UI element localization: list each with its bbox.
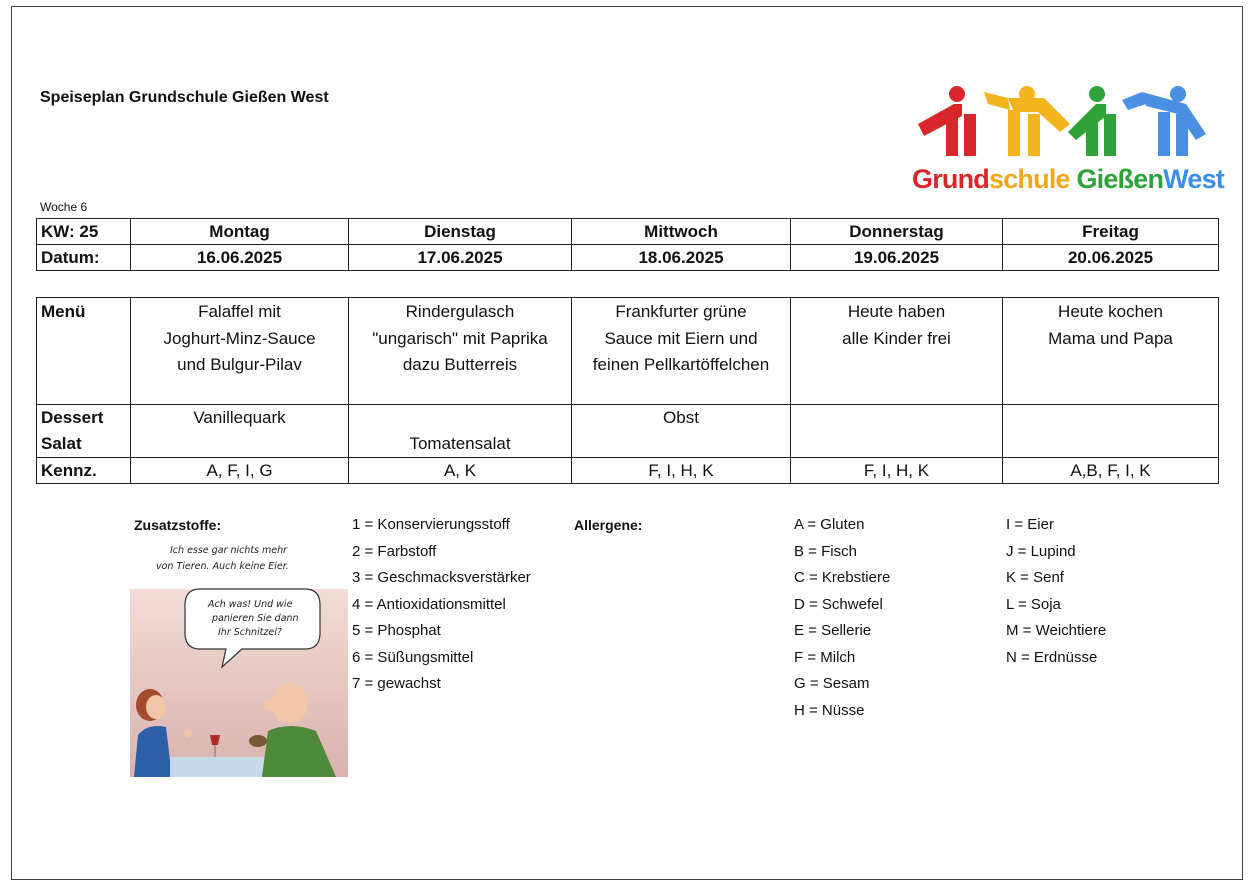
menu-line: Joghurt-Minz-Sauce: [163, 328, 316, 348]
menu-line: Falaffel mit: [198, 302, 281, 321]
salat-value: [791, 431, 1002, 457]
menu-table: [36, 297, 1219, 484]
zusatzstoffe-label: Zusatzstoffe:: [134, 517, 222, 533]
date-tuesday: 17.06.2025: [349, 245, 572, 271]
datum-label: Datum:: [37, 245, 131, 271]
salat-value: [131, 431, 348, 457]
day-tuesday: Dienstag: [349, 219, 572, 245]
logo-figure-green: [1068, 86, 1116, 156]
allergen-item: G = Sesam: [794, 675, 870, 692]
date-wednesday: 18.06.2025: [572, 245, 791, 271]
dessert-value: Vanillequark: [193, 408, 286, 427]
allergen-item: B = Fisch: [794, 542, 857, 560]
menu-line: "ungarisch" mit Paprika: [372, 328, 548, 348]
kennzeichnung-row: [37, 458, 1219, 484]
salat-value: [572, 431, 790, 457]
menu-cell-monday: [131, 298, 349, 405]
weekday-row: [37, 219, 1219, 245]
date-row: [37, 245, 1219, 271]
logo-figure-red: [918, 86, 976, 156]
menu-label: Menü: [37, 298, 131, 405]
dessert-value: [349, 405, 571, 431]
kennz-tuesday: A, K: [349, 458, 572, 484]
menu-line: Heute haben: [847, 302, 946, 321]
kennz-label: Kennz.: [37, 458, 131, 484]
allergen-item: M = Weichtiere: [1006, 622, 1107, 639]
day-wednesday: Mittwoch: [572, 219, 791, 245]
allergen-item: F = Milch: [794, 648, 856, 666]
cartoon-caption-line: Ich esse gar nichts mehr: [170, 545, 288, 556]
day-thursday: Donnerstag: [791, 219, 1003, 245]
zusatzstoff-item: 7 = gewachst: [352, 675, 441, 692]
allergen-item: C = Krebstiere: [794, 569, 891, 586]
allergen-item: I = Eier: [1006, 516, 1054, 533]
dessert-cell-friday: [1003, 405, 1219, 458]
menu-line: Sauce mit Eiern und: [604, 328, 758, 348]
menu-cell-wednesday: [572, 298, 791, 405]
zusatzstoff-item: 1 = Konservierungsstoff: [352, 516, 510, 533]
bubble-line: Ach was! Und wie: [208, 599, 293, 610]
menu-cell-thursday: [791, 298, 1003, 405]
dessert-cell-thursday: [791, 405, 1003, 458]
allergene-label: Allergene:: [574, 517, 643, 533]
dessert-label: Dessert: [41, 408, 104, 427]
dessert-cell-monday: [131, 405, 349, 458]
menu-line: feinen Pellkartöffelchen: [592, 355, 770, 374]
dessert-value: [1003, 405, 1218, 431]
kennz-thursday: F, I, H, K: [791, 458, 1003, 484]
logo-figure-yellow: [984, 86, 1070, 156]
salat-value: [1003, 431, 1218, 457]
menu-line: Rindergulasch: [405, 302, 515, 321]
zusatzstoff-item: 2 = Farbstoff: [352, 542, 437, 560]
menu-cell-friday: [1003, 298, 1219, 405]
bubble-line: Ihr Schnitzel?: [218, 627, 282, 638]
cartoon-image: [130, 535, 348, 777]
menu-line: dazu Butterreis: [402, 355, 518, 374]
dessert-value: [791, 405, 1002, 431]
allergen-item: E = Sellerie: [794, 622, 872, 639]
kennz-monday: A, F, I, G: [131, 458, 349, 484]
menu-line: alle Kinder frei: [842, 328, 951, 348]
dessert-salat-label: [37, 405, 131, 458]
menu-line: Heute kochen: [1058, 302, 1163, 321]
menu-line: Mama und Papa: [1048, 328, 1173, 348]
dessert-salat-row: [37, 405, 1219, 458]
day-friday: Freitag: [1003, 219, 1219, 245]
logo-text-part: West: [1163, 164, 1224, 194]
menu-row: [37, 298, 1219, 405]
cartoon-caption-line: von Tieren. Auch keine Eier.: [156, 561, 289, 572]
zusatzstoff-item: 4 = Antioxidationsmittel: [352, 595, 506, 613]
zusatzstoff-item: 5 = Phosphat: [352, 622, 441, 639]
allergen-item: L = Soja: [1006, 595, 1061, 613]
logo-text-part: schule: [989, 164, 1077, 194]
kennz-wednesday: F, I, H, K: [572, 458, 791, 484]
allergen-item: A = Gluten: [794, 516, 865, 533]
bubble-line: panieren Sie dann: [212, 613, 299, 624]
salat-value: Tomatensalat: [409, 434, 511, 453]
kw-label: KW: 25: [37, 219, 131, 245]
allergen-item: H = Nüsse: [794, 701, 865, 719]
day-monday: Montag: [131, 219, 349, 245]
date-monday: 16.06.2025: [131, 245, 349, 271]
zusatzstoff-item: 6 = Süßungsmittel: [352, 648, 474, 666]
kennz-friday: A,B, F, I, K: [1003, 458, 1219, 484]
dessert-cell-tuesday: [349, 405, 572, 458]
date-header-table: [36, 218, 1219, 271]
allergen-item: J = Lupind: [1006, 542, 1076, 560]
menu-cell-tuesday: [349, 298, 572, 405]
allergen-item: K = Senf: [1006, 569, 1064, 586]
zusatzstoff-item: 3 = Geschmacksverstärker: [352, 569, 531, 586]
menu-line: Frankfurter grüne: [615, 302, 747, 321]
logo-figure-blue: [1122, 86, 1206, 156]
woche-label: Woche 6: [40, 200, 88, 214]
allergen-item: D = Schwefel: [794, 595, 883, 613]
logo-text-part: Grund: [912, 164, 989, 194]
allergen-item: N = Erdnüsse: [1006, 648, 1098, 666]
dessert-value: Obst: [663, 408, 699, 427]
date-thursday: 19.06.2025: [791, 245, 1003, 271]
logo-text-part: Gießen: [1076, 164, 1164, 194]
menu-line: und Bulgur-Pilav: [177, 355, 302, 374]
dessert-cell-wednesday: [572, 405, 791, 458]
date-friday: 20.06.2025: [1003, 245, 1219, 271]
page-title: Speiseplan Grundschule Gießen West: [40, 89, 329, 106]
logo-text: [912, 164, 1224, 195]
salat-label: Salat: [41, 434, 82, 453]
